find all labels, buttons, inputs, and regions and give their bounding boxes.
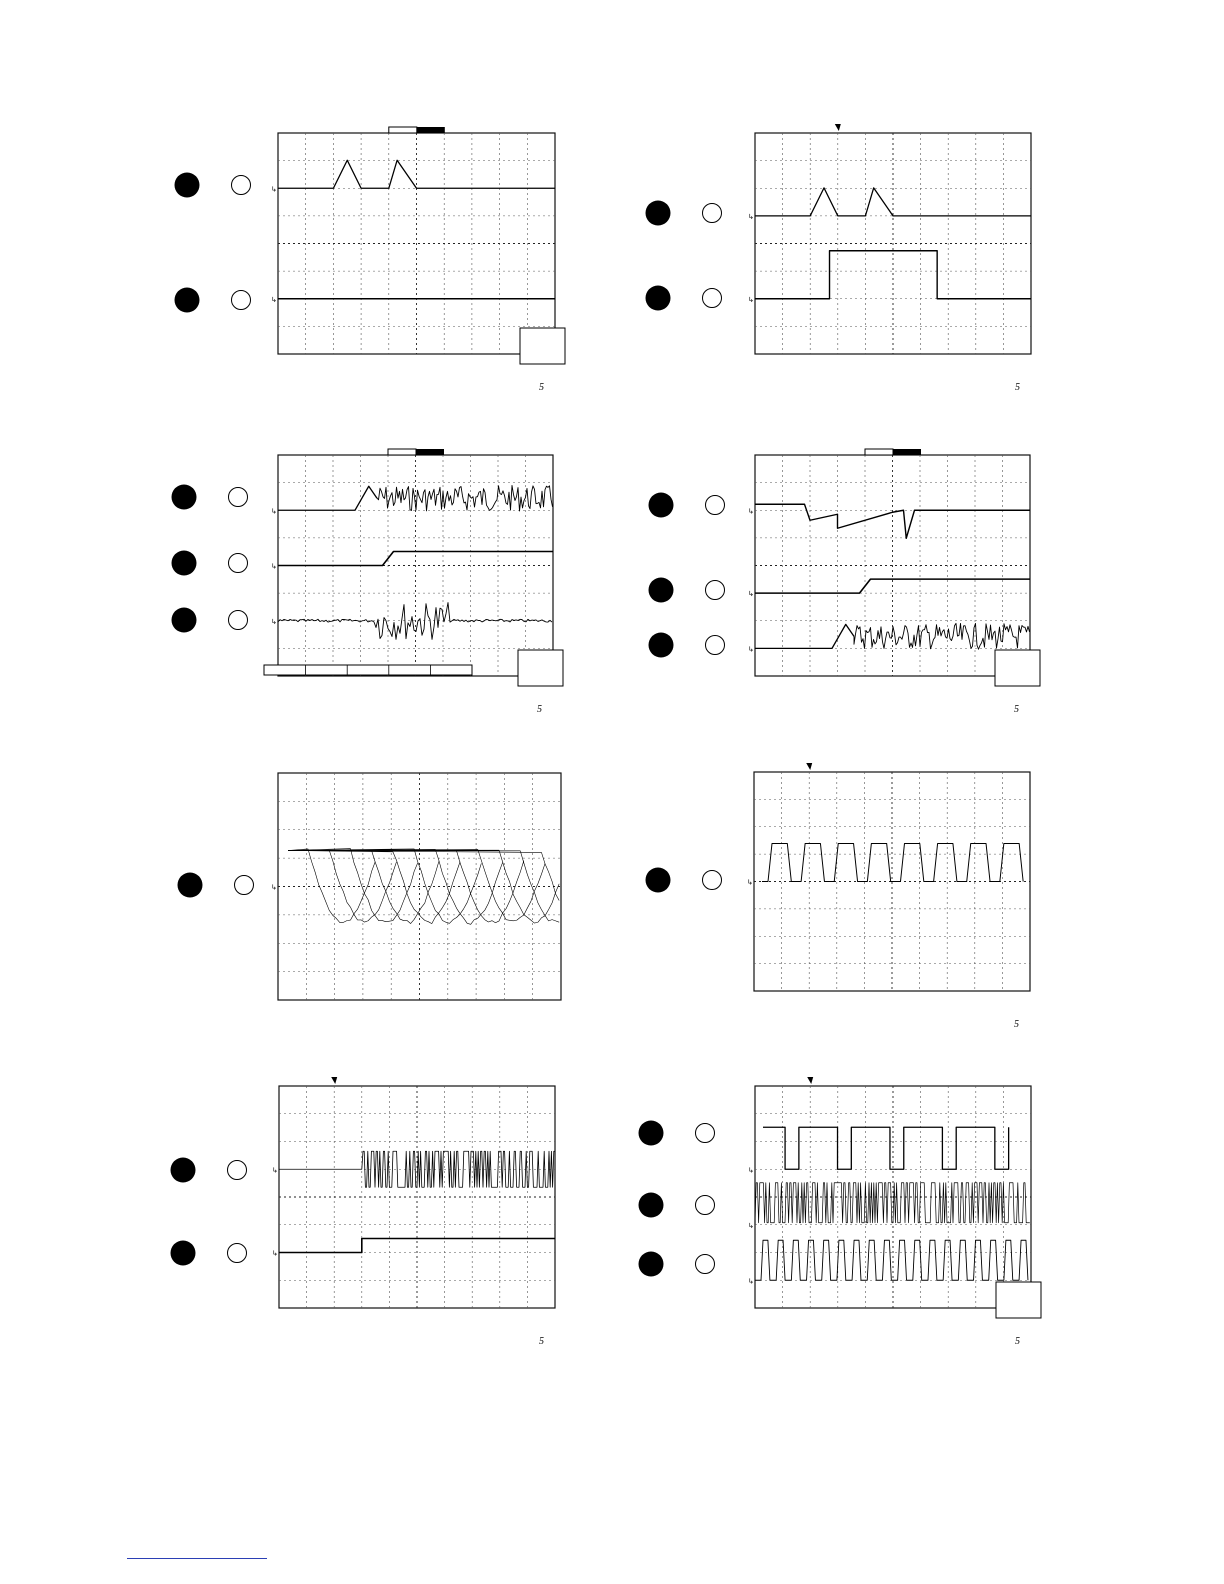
- corner-glyph: 5: [1015, 382, 1020, 393]
- channel-marker-filled: [639, 1121, 664, 1146]
- channel-marker-open: [706, 636, 725, 655]
- channel-marker-open: [706, 496, 725, 515]
- channel-marker-filled: [178, 873, 203, 898]
- channel-marker-filled: [649, 633, 674, 658]
- channel-marker-filled: [639, 1252, 664, 1277]
- channel-marker-filled: [639, 1193, 664, 1218]
- trigger-marker-icon: [806, 763, 812, 770]
- scope-5: [178, 773, 562, 1000]
- trigger-bar-black: [417, 127, 445, 133]
- scope-3: [172, 449, 564, 715]
- channel-marker-filled: [171, 1241, 196, 1266]
- ground-level-glyph: ↳: [271, 508, 277, 516]
- ground-level-glyph: ↳: [272, 1167, 278, 1175]
- scope-table-strip: [264, 665, 472, 675]
- ground-level-glyph: ↳: [748, 646, 754, 654]
- channel-marker-filled: [646, 201, 671, 226]
- channel-marker-open: [703, 289, 722, 308]
- ground-level-glyph: ↳: [271, 618, 277, 626]
- channel-marker-open: [232, 176, 251, 195]
- ground-level-glyph: ↳: [748, 1222, 754, 1230]
- channel-marker-open: [235, 876, 254, 895]
- ground-level-glyph: ↳: [271, 186, 277, 194]
- channel-marker-open: [229, 611, 248, 630]
- ground-level-glyph: ↳: [272, 1250, 278, 1258]
- channel-marker-open: [229, 554, 248, 573]
- ground-level-glyph: ↳: [748, 296, 754, 304]
- ground-level-glyph: ↳: [748, 213, 754, 221]
- channel-marker-open: [228, 1161, 247, 1180]
- corner-glyph: 5: [539, 382, 544, 393]
- scope-2: [646, 124, 1032, 393]
- channel-marker-open: [696, 1124, 715, 1143]
- channel-marker-filled: [172, 485, 197, 510]
- trigger-marker-icon: [835, 124, 841, 131]
- channel-marker-open: [229, 488, 248, 507]
- corner-glyph: 5: [539, 1336, 544, 1347]
- ground-level-glyph: ↳: [748, 1167, 754, 1175]
- channel-marker-filled: [175, 173, 200, 198]
- channel-marker-filled: [172, 608, 197, 633]
- corner-glyph: 5: [1015, 1336, 1020, 1347]
- channel-marker-filled: [646, 286, 671, 311]
- channel-marker-filled: [171, 1158, 196, 1183]
- ground-level-glyph: ↳: [271, 563, 277, 571]
- scope-info-box: [995, 650, 1040, 686]
- table-strip-frame: [264, 665, 472, 675]
- channel-marker-open: [696, 1255, 715, 1274]
- channel-marker-filled: [175, 288, 200, 313]
- trigger-bar-white: [388, 449, 416, 455]
- trigger-bar-black: [416, 449, 444, 455]
- scope-4: [649, 449, 1041, 715]
- channel-marker-open: [696, 1196, 715, 1215]
- channel-marker-open: [703, 871, 722, 890]
- ground-level-glyph: ↳: [271, 296, 277, 304]
- trigger-marker-icon: [331, 1077, 337, 1084]
- scope-info-box: [518, 650, 563, 686]
- channel-marker-open: [232, 291, 251, 310]
- scope-8: [639, 1077, 1042, 1347]
- channel-marker-open: [228, 1244, 247, 1263]
- channel-marker-open: [706, 581, 725, 600]
- channel-marker-filled: [649, 578, 674, 603]
- channel-marker-filled: [649, 493, 674, 518]
- scope-info-box: [996, 1282, 1041, 1318]
- ground-level-glyph: ↳: [748, 591, 754, 599]
- ground-level-glyph: ↳: [747, 879, 753, 887]
- corner-glyph: 5: [537, 704, 542, 715]
- corner-glyph: 5: [1014, 704, 1019, 715]
- trigger-bar-white: [865, 449, 893, 455]
- trigger-bar-white: [389, 127, 417, 133]
- trigger-marker-icon: [807, 1077, 813, 1084]
- footer-rule: [127, 1558, 267, 1559]
- channel-marker-open: [703, 204, 722, 223]
- channel-marker-filled: [172, 551, 197, 576]
- ground-level-glyph: ↳: [748, 1278, 754, 1286]
- ground-level-glyph: ↳: [271, 884, 277, 892]
- corner-glyph: 5: [1014, 1019, 1019, 1030]
- scope-6: [646, 763, 1031, 1030]
- ground-level-glyph: ↳: [748, 508, 754, 516]
- scope-info-box: [520, 328, 565, 364]
- trigger-bar-black: [893, 449, 921, 455]
- channel-marker-filled: [646, 868, 671, 893]
- scope-7: [171, 1077, 556, 1347]
- scope-1: [175, 127, 566, 393]
